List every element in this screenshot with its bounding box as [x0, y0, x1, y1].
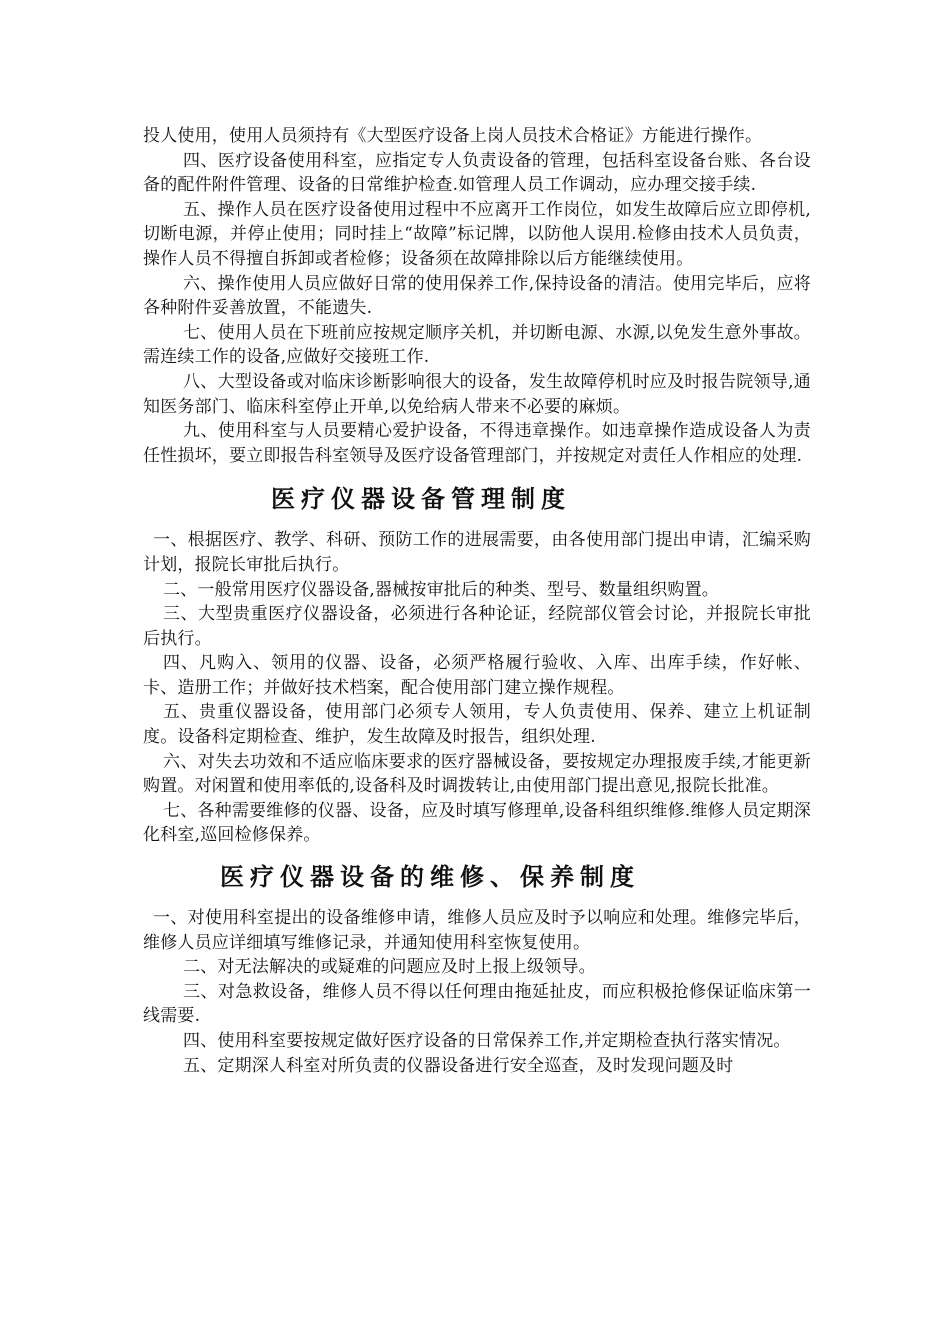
section-title-maintenance: 医疗仪器设备的维修、保养制度 — [220, 863, 640, 892]
management-item-3: 三、大型贵重医疗仪器设备，必须进行各种论证，经院部仪管会讨论，并报院长审批后执行。 — [143, 604, 811, 649]
management-item-2: 二、一般常用医疗仪器设备,器械按审批后的种类、型号、数量组织购置。 — [163, 579, 720, 600]
maintenance-item-5: 五、定期深人科室对所负责的仪器设备进行安全巡查，及时发现问题及时 — [183, 1055, 734, 1076]
management-item-5: 五、贵重仪器设备，使用部门必须专人领用，专人负责使用、保养、建立上机证制度。设备科定期检查、维护，发生故障及时报告，组织处理. — [143, 702, 811, 748]
paragraph-item-8: 八、大型设备或对临床诊断影响很大的设备，发生故障停机时应及时报告院领导,通知医务部门、临床科室停止开单,以免给病人带来不必要的麻烦。 — [143, 371, 811, 417]
section-title-management: 医疗仪器设备管理制度 — [271, 485, 571, 514]
management-item-7: 七、各种需要维修的仪器、设备，应及时填写修理单,设备科组织维修.维修人员定期深化科室,巡回检修保养。 — [143, 800, 811, 846]
paragraph-item-6: 六、操作使用人员应做好日常的使用保养工作,保持设备的清洁。使用完毕后，应将各种附件妥善放置，不能遗失. — [143, 273, 811, 319]
management-item-4: 四、凡购入、领用的仪器、设备，必须严格履行验收、入库、出库手续，作好帐、卡、造册工作；并做好技术档案，配合使用部门建立操作规程。 — [143, 653, 811, 698]
management-item-6: 六、对失去功效和不适应临床要求的医疗器械设备，要按规定办理报废手续,才能更新购置。对闲置和使用率低的,设备科及时调拨转让,由使用部门提出意见,报院长批准。 — [143, 751, 811, 797]
maintenance-item-4: 四、使用科室要按规定做好医疗设备的日常保养工作,并定期检查执行落实情况。 — [183, 1031, 791, 1051]
paragraph-item-7: 七、使用人员在下班前应按规定顺序关机，并切断电源、水源,以免发生意外事故。需连续工作的设备,应做好交接班工作. — [143, 322, 811, 368]
maintenance-item-1: 一、对使用科室提出的设备维修申请，维修人员应及时予以响应和处理。维修完毕后，维修人员应详细填写维修记录，并通知使用科室恢复使用。 — [143, 908, 811, 953]
maintenance-item-3: 三、对急救设备，维修人员不得以任何理由拖延扯皮，而应积极抢修保证临床第一线需要. — [143, 981, 811, 1027]
document-body — [143, 124, 811, 1078]
paragraph-item-9: 九、使用科室与人员要精心爱护设备，不得违章操作。如违章操作造成设备人为责任性损坏，要立即报告科室领导及医疗设备管理部门，并按规定对责任人作相应的处理. — [143, 421, 811, 466]
maintenance-item-2: 二、对无法解决的或疑难的问题应及时上报上级领导。 — [183, 957, 596, 978]
paragraph-item-4: 四、医疗设备使用科室，应指定专人负责设备的管理，包括科室设备台账、各台设备的配件附件管理、设备的日常维护检查.如管理人员工作调动，应办理交接手续. — [143, 150, 811, 196]
management-item-1: 一、根据医疗、教学、科研、预防工作的进展需要，由各使用部门提出申请，汇编采购计划，报院长审批后执行。 — [143, 530, 811, 575]
paragraph-continuation: 投人使用，使用人员须持有《大型医疗设备上岗人员技术合格证》方能进行操作。 — [143, 126, 763, 146]
paragraph-item-5: 五、操作人员在医疗设备使用过程中不应离开工作岗位，如发生故障后应立即停机,切断电源，并停止使用；同时挂上“故障”标记牌，以防他人误用.检修由技术人员负责，操作人员不得擅自拆卸或者检修；设备须在故障排除以后方能继续使用。 — [143, 199, 811, 269]
